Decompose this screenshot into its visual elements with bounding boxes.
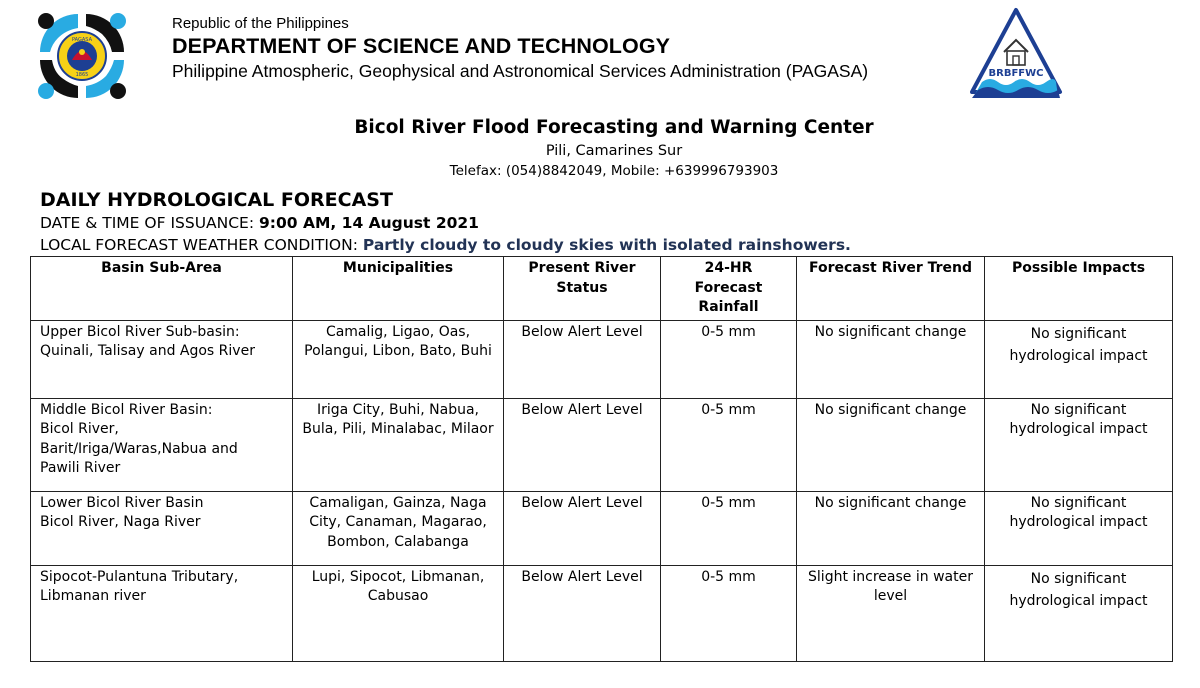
table-row	[31, 491, 1173, 565]
header-rainfall: 24-HR Forecast Rainfall	[661, 257, 797, 321]
cell-municipalities: Iriga City, Buhi, Nabua, Bula, Pili, Minalabac, Milaor	[293, 398, 504, 491]
issuance-line	[40, 214, 479, 232]
table-header-row	[31, 257, 1173, 321]
weather-line	[40, 236, 851, 254]
cell-impacts: No significant hydrological impact	[985, 398, 1173, 491]
cell-basin: Lower Bicol River Basin Bicol River, Naga River	[31, 491, 293, 565]
agency-name: Philippine Atmospheric, Geophysical and Astronomical Services Administration (PAGASA)	[172, 61, 869, 81]
cell-impacts: No significant hydrological impact	[985, 491, 1173, 565]
cell-impacts: No significant hydrological impact	[985, 320, 1173, 398]
cell-status: Below Alert Level	[504, 491, 661, 565]
header-impacts: Possible Impacts	[985, 257, 1173, 321]
cell-rainfall: 0-5 mm	[661, 565, 797, 661]
header-status: Present River Status	[504, 257, 661, 321]
issuance-label: DATE & TIME OF ISSUANCE:	[40, 214, 255, 232]
center-name: Bicol River Flood Forecasting and Warning Center	[354, 117, 874, 138]
cell-basin: Upper Bicol River Sub-basin: Quinali, Talisay and Agos River	[31, 320, 293, 398]
cell-trend: No significant change	[797, 320, 985, 398]
cell-basin: Sipocot-Pulantuna Tributary, Libmanan river	[31, 565, 293, 661]
cell-trend: No significant change	[797, 491, 985, 565]
department-name: DEPARTMENT OF SCIENCE AND TECHNOLOGY	[172, 34, 671, 58]
cell-impacts: No significant hydrological impact	[985, 565, 1173, 661]
cell-rainfall: 0-5 mm	[661, 398, 797, 491]
center-location: Pili, Camarines Sur	[545, 143, 683, 159]
republic-label: Republic of the Philippines	[172, 15, 349, 32]
center-contact: Telefax: (054)8842049, Mobile: +639996793903	[449, 163, 779, 179]
cell-municipalities: Camaligan, Gainza, Naga City, Canaman, Magarao, Bombon, Calabanga	[293, 491, 504, 565]
forecast-table	[30, 256, 1173, 662]
pagasa-seal-text: PAGASA	[71, 37, 93, 43]
brbffwc-logo	[968, 6, 1064, 100]
cell-municipalities: Lupi, Sipocot, Libmanan, Cabusao	[293, 565, 504, 661]
pagasa-logo	[36, 12, 128, 100]
cell-basin: Middle Bicol River Basin: Bicol River, Barit/Iriga/Waras,Nabua and Pawili River	[31, 398, 293, 491]
header-basin: Basin Sub-Area	[31, 257, 293, 321]
cell-trend: No significant change	[797, 398, 985, 491]
brbffwc-logo-text: BRBFFWC	[988, 68, 1044, 79]
weather-value: Partly cloudy to cloudy skies with isolated rainshowers.	[362, 236, 851, 254]
header-municipalities: Municipalities	[293, 257, 504, 321]
table-row	[31, 565, 1173, 661]
header-trend: Forecast River Trend	[797, 257, 985, 321]
cell-status: Below Alert Level	[504, 565, 661, 661]
cell-rainfall: 0-5 mm	[661, 491, 797, 565]
weather-label: LOCAL FORECAST WEATHER CONDITION:	[40, 236, 358, 254]
cell-rainfall: 0-5 mm	[661, 320, 797, 398]
forecast-title: DAILY HYDROLOGICAL FORECAST	[40, 189, 393, 211]
pagasa-seal-year: 1865	[75, 72, 89, 78]
issuance-value: 9:00 AM, 14 August 2021	[259, 214, 479, 232]
cell-trend: Slight increase in water level	[797, 565, 985, 661]
table-row	[31, 398, 1173, 491]
cell-municipalities: Camalig, Ligao, Oas, Polangui, Libon, Bato, Buhi	[293, 320, 504, 398]
cell-status: Below Alert Level	[504, 398, 661, 491]
table-row	[31, 320, 1173, 398]
cell-status: Below Alert Level	[504, 320, 661, 398]
